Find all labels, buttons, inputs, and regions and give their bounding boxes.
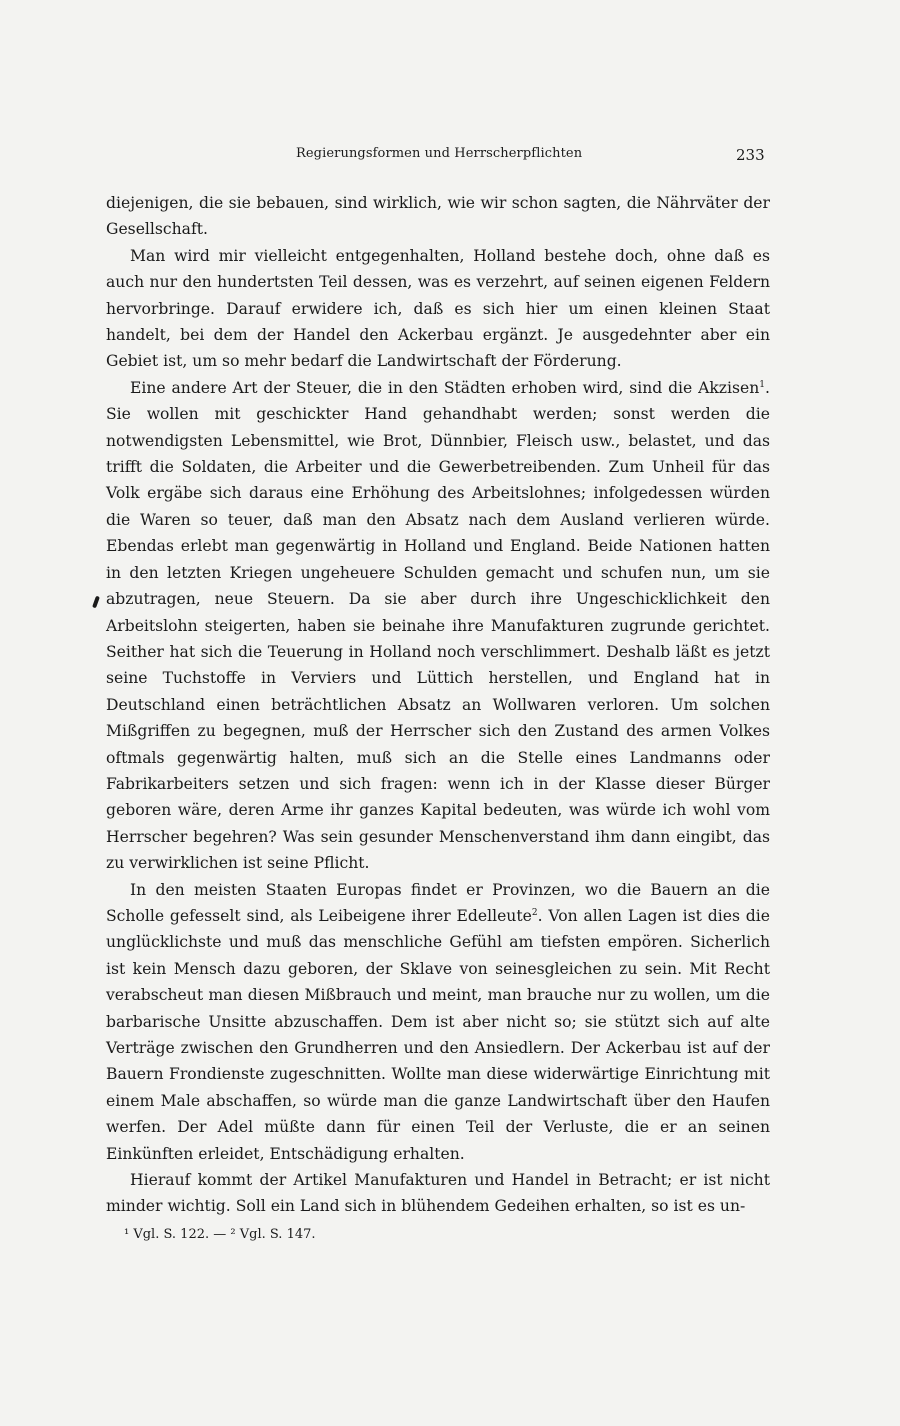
paragraph-2: Man wird mir vielleicht entgegenhalten, Holland bestehe doch, ohne daß es auch nur den hundertsten Teil dessen, was es verzehrt, auf seinen eigenen Feldern hervorbringe. Darauf erwidere ich, daß es sich hier um einen kleinen Staat handelt, bei dem der Handel den Ackerbau ergänzt. Je ausgedehnter aber ein Gebiet ist, um so mehr bedarf die Landwirtschaft der Förderung.: [106, 246, 770, 371]
paragraph-4-text-b: . Von allen Lagen ist dies die unglücklichste und muß das menschliche Gefühl am tiefsten empören. Sicherlich ist kein Mensch dazu geboren, der Sklave von seinesgleichen zu sein. Mit Recht verabscheut man diesen Mißbrauch und meint, man brauche nur zu wollen, um die barbarische Unsitte abzuschaffen. Dem ist aber nicht so; sie stützt sich auf alte Verträge zwischen den Grundherren und den Ansiedlern. Der Ackerbau ist auf der Bauern Frondienste zugeschnitten. Wollte man diese widerwärtige Einrichtung mit einem Male abschaffen, so würde man die ganze Landwirtschaft über den Haufen werfen. Der Adel müßte dann für einen Teil der Verluste, die er an seinen Einkünften erleidet, Entschädigung erhalten.: [106, 906, 771, 1163]
margin-mark: [92, 596, 100, 609]
paragraph-5: Hierauf kommt der Artikel Manufakturen und Handel in Betracht; er ist nicht minder wichtig. Soll ein Land sich in blühendem Gedeihen erhalten, so ist es un-: [106, 1171, 770, 1216]
paragraph-4: [106, 877, 770, 1167]
paragraph-3-text-b: . Sie wollen mit geschickter Hand gehandhabt werden; sonst werden die notwendigsten Lebensmittel, wie Brot, Dünnbier, Fleisch usw., belastet, und das trifft die Soldaten, die Arbeiter und die Gewerbetreibenden. Zum Unheil für das Volk ergäbe sich daraus eine Erhöhung des Arbeitslohnes; infolgedessen würden die Waren so teuer, daß man den Absatz nach dem Ausland verlieren würde. Ebendas erlebt man gegenwärtig in Holland und England. Beide Nationen hatten in den letzten Kriegen ungeheuere Schulden gemacht und schufen nun, um sie abzutragen, neue Steuern. Da sie aber durch ihre Ungeschicklichkeit den Arbeitslohn steigerten, haben sie beinahe ihre Manufakturen zugrunde gerichtet. Seither hat sich die Teuerung in Holland noch verschlimmert. Deshalb läßt es jetzt seine Tuchstoffe in Verviers und Lüttich herstellen, und England hat in Deutschland einen beträchtlichen Absatz an Wollwaren verloren. Um solchen Mißgriffen zu begegnen, muß der Herrscher sich den Zustand des armen Volkes oftmals gegenwärtig halten, muß sich an die Stelle eines Landmanns oder Fabrikarbeiters setzen und sich fragen: wenn ich in der Klasse dieser Bürger geboren wäre, deren Arme ihr ganzes Kapital bedeuten, was würde ich wohl vom Herrscher begehren? Was sein gesunder Menschenverstand ihm dann eingibt, das zu verwirklichen ist seine Pflicht.: [106, 378, 770, 873]
running-title: Regierungsformen und Herrscherpflichten: [296, 146, 583, 161]
paragraph-4-text-a: In den meisten Staaten Europas findet er Provinzen, wo die Bauern an die Scholle gefesselt sind, als Leibeigene ihrer Edelleute: [106, 880, 770, 925]
page-number: 233: [736, 146, 765, 164]
paragraph-3-text-a: Eine andere Art der Steuer, die in den Städten erhoben wird, sind die Akzisen: [130, 378, 760, 397]
footnotes: ¹ Vgl. S. 122. — ² Vgl. S. 147.: [124, 1227, 316, 1242]
paragraph-1: diejenigen, die sie bebauen, sind wirklich, wie wir schon sagten, die Nährväter der Gesellschaft.: [106, 194, 770, 239]
footnote-ref-1: 1: [759, 379, 766, 390]
body-text: [106, 190, 770, 1220]
footnote-ref-2: 2: [531, 907, 538, 918]
paragraph-3: [106, 375, 770, 877]
